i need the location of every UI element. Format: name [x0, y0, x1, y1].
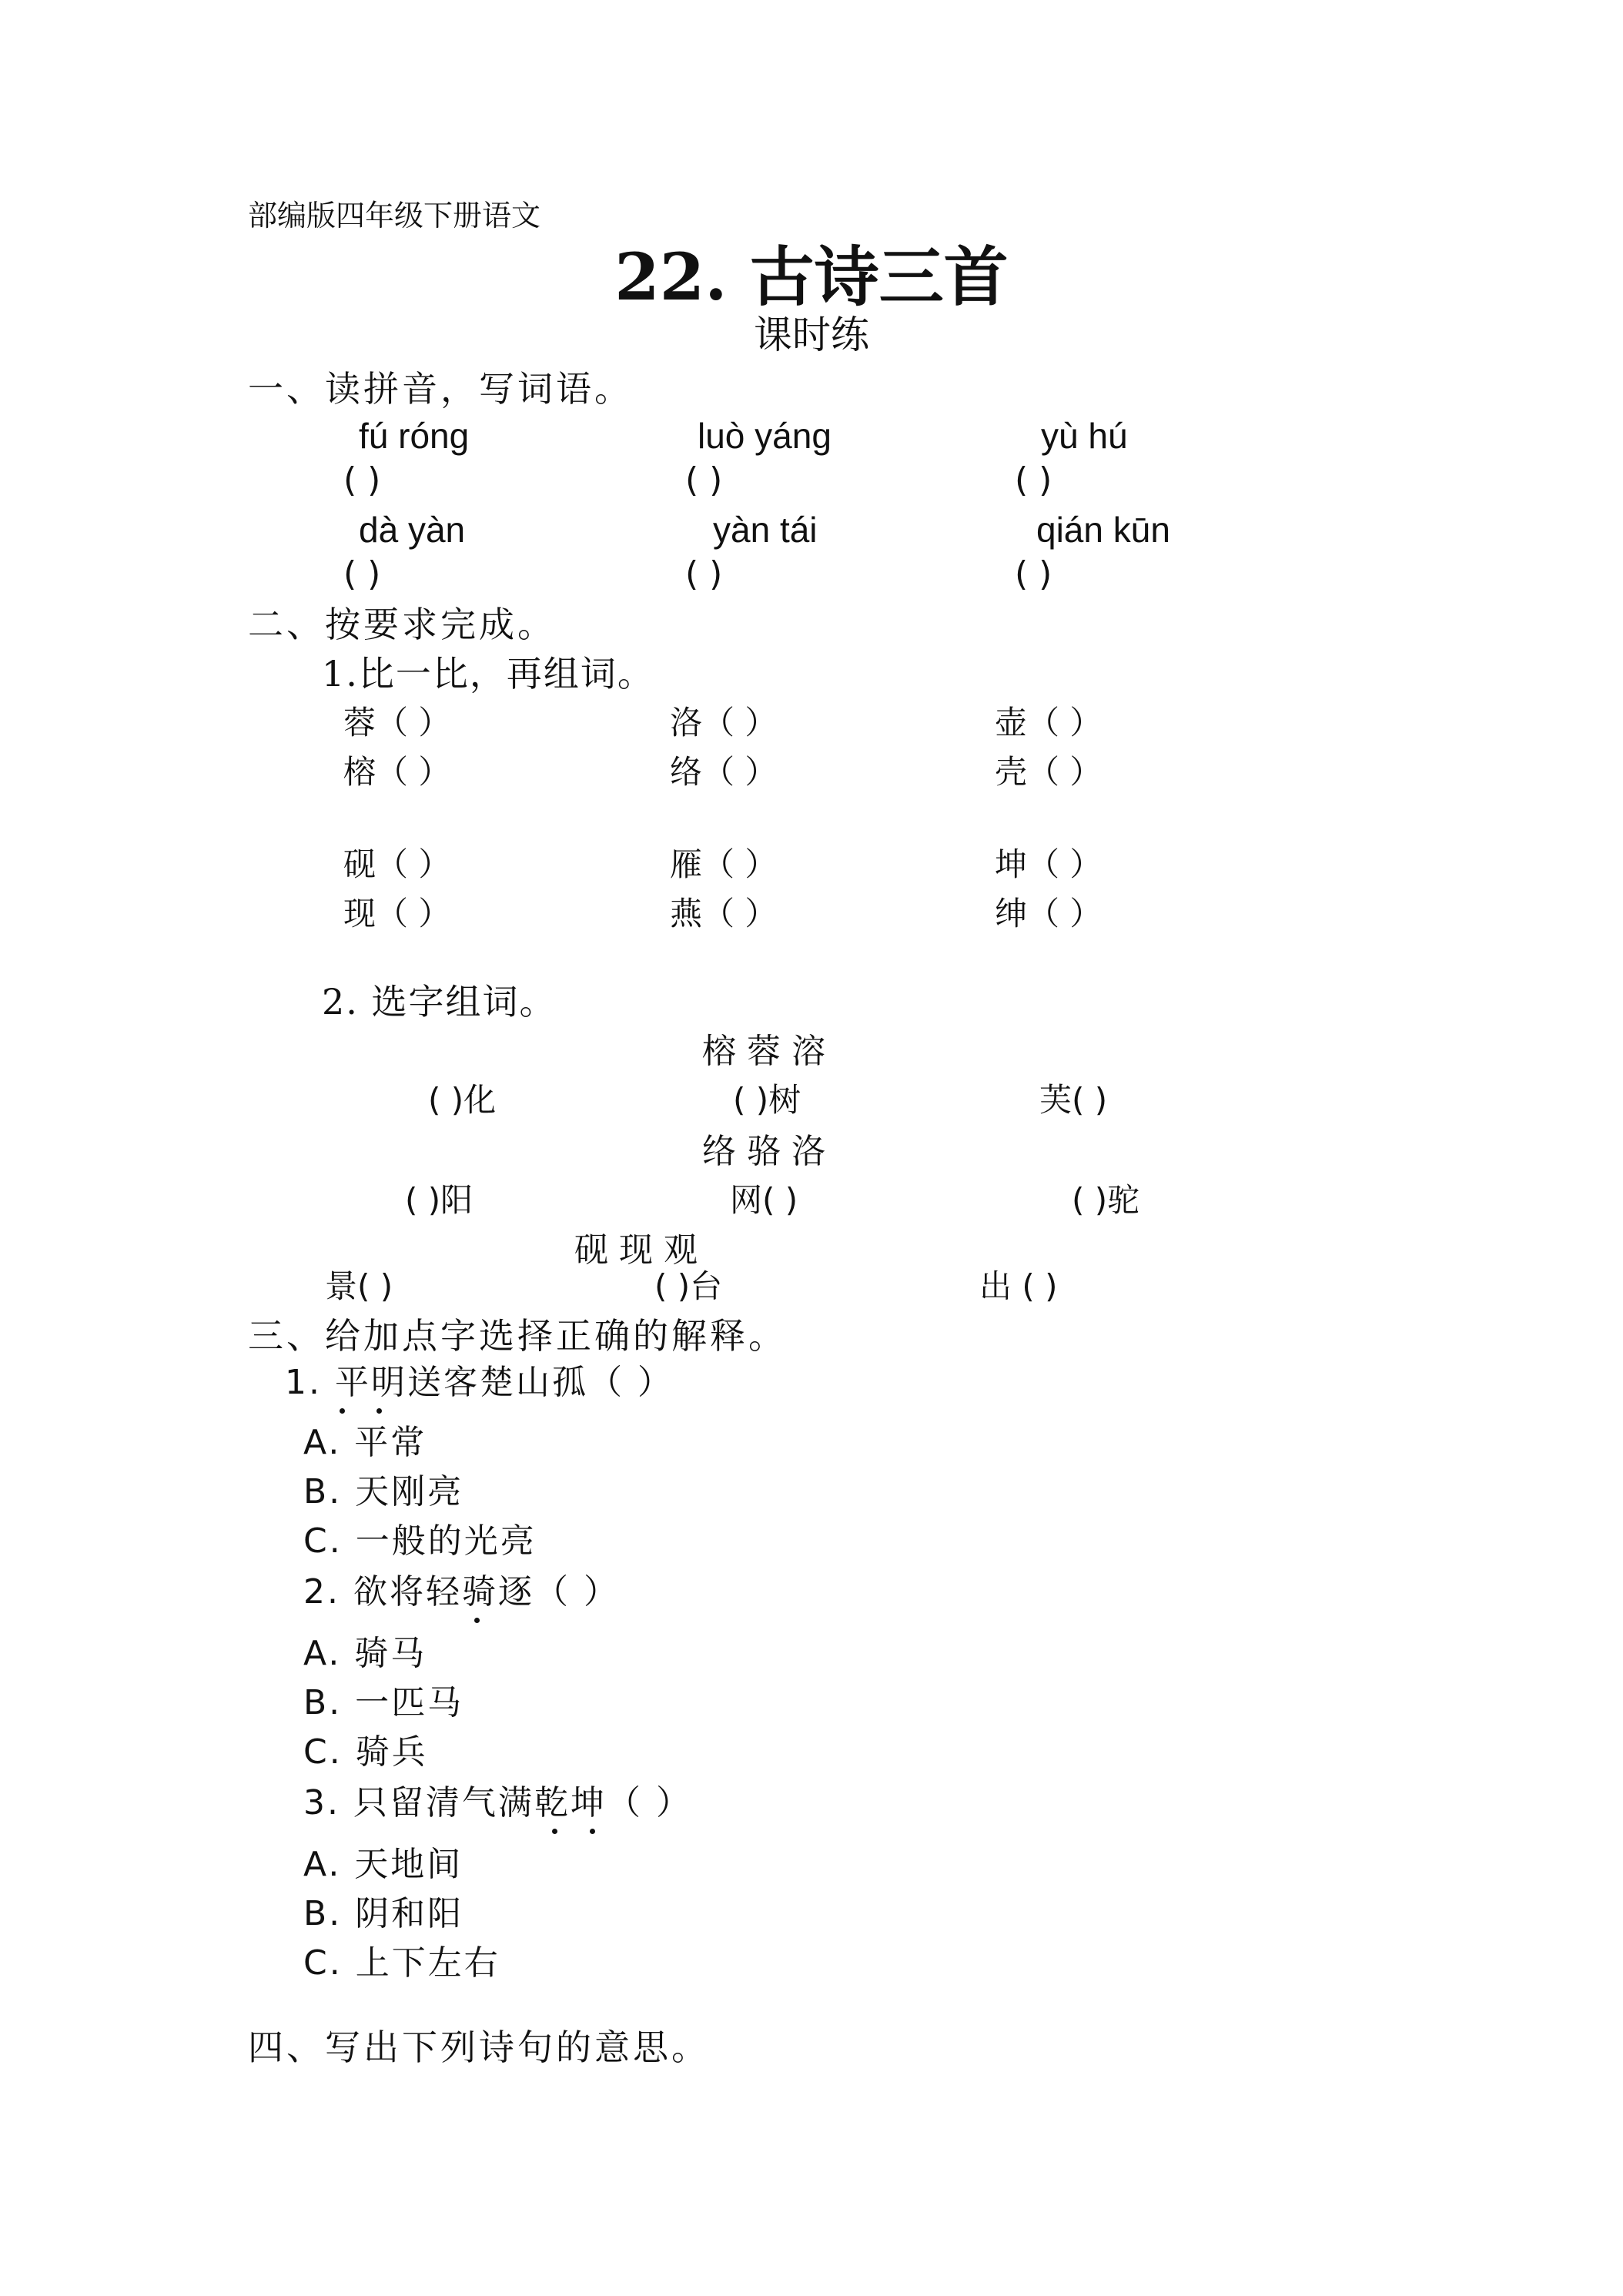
compare-cell[interactable]: 络（ ）	[670, 753, 778, 791]
page-subtitle: 课时练	[754, 313, 869, 356]
fill-item[interactable]: ( )阳	[405, 1181, 474, 1219]
option[interactable]: B. 阴和阳	[303, 1894, 464, 1933]
fill-item[interactable]: 景( )	[325, 1267, 393, 1305]
emphasis-dot	[552, 1829, 557, 1834]
answer-blank[interactable]: ( )	[1015, 460, 1052, 500]
compare-cell[interactable]: 榕（ ）	[343, 753, 451, 791]
option[interactable]: C. 骑兵	[303, 1732, 428, 1772]
answer-blank[interactable]: ( )	[343, 554, 381, 594]
emphasis-dot	[474, 1618, 480, 1623]
option[interactable]: C. 一般的光亮	[303, 1521, 537, 1561]
q1-label: 1.比一比，再组词。	[322, 653, 654, 694]
fill-item[interactable]: 网( )	[730, 1181, 798, 1219]
option[interactable]: A. 平常	[303, 1423, 427, 1462]
fill-item[interactable]: 出 ( )	[979, 1267, 1058, 1305]
answer-blank[interactable]: ( )	[685, 554, 723, 594]
compare-cell[interactable]: 砚（ ）	[343, 845, 451, 883]
q2-label: 2. 选字组词。	[322, 981, 557, 1022]
pinyin-yuhu: yù hú	[1041, 416, 1128, 456]
section3-heading: 三、给加点字选择正确的解释。	[248, 1315, 787, 1357]
emphasis-dot	[376, 1408, 382, 1414]
fill-item[interactable]: ( )台	[654, 1267, 723, 1305]
question-stem: 2. 欲将轻骑逐（ ）	[303, 1572, 620, 1612]
char-pool: 榕 蓉 溶	[702, 1032, 825, 1071]
textbook-label: 部编版四年级下册语文	[248, 200, 541, 233]
option[interactable]: C. 上下左右	[303, 1943, 500, 1983]
pinyin-qiankun: qián kūn	[1036, 510, 1170, 550]
option[interactable]: B. 一匹马	[303, 1683, 464, 1722]
pinyin-furong: fú róng	[359, 416, 470, 456]
char-pool: 砚 现 观	[574, 1230, 698, 1270]
pinyin-dayan: dà yàn	[359, 510, 466, 550]
char-pool: 络 骆 洛	[702, 1132, 825, 1171]
compare-cell[interactable]: 绅（ ）	[995, 895, 1103, 932]
compare-cell[interactable]: 坤（ ）	[995, 845, 1103, 883]
compare-cell[interactable]: 燕（ ）	[670, 895, 778, 932]
section1-heading: 一、读拼音，写词语。	[248, 368, 633, 410]
page-title: 22. 古诗三首	[614, 239, 1009, 315]
section4-heading: 四、写出下列诗句的意思。	[248, 2027, 710, 2068]
option[interactable]: A. 骑马	[303, 1634, 427, 1673]
compare-cell[interactable]: 蓉（ ）	[343, 704, 451, 741]
answer-blank[interactable]: ( )	[685, 460, 723, 500]
fill-item[interactable]: ( )化	[428, 1081, 497, 1119]
compare-cell[interactable]: 壳（ ）	[995, 753, 1103, 791]
emphasis-dot	[590, 1829, 595, 1834]
fill-item[interactable]: 芙( )	[1039, 1081, 1108, 1119]
question-stem: 1. 平明送客楚山孤（ ）	[285, 1363, 674, 1402]
option[interactable]: B. 天刚亮	[303, 1472, 464, 1511]
pinyin-yantai: yàn tái	[713, 510, 818, 550]
section2-heading: 二、按要求完成。	[248, 604, 556, 645]
compare-cell[interactable]: 洛（ ）	[670, 704, 778, 741]
question-stem: 3. 只留清气满乾坤（ ）	[303, 1783, 692, 1822]
answer-blank[interactable]: ( )	[1015, 554, 1052, 594]
compare-cell[interactable]: 雁（ ）	[670, 845, 778, 883]
fill-item[interactable]: ( )驼	[1072, 1181, 1140, 1219]
option[interactable]: A. 天地间	[303, 1845, 463, 1884]
fill-item[interactable]: ( )树	[733, 1081, 801, 1119]
emphasis-dot	[340, 1408, 345, 1414]
compare-cell[interactable]: 现（ ）	[343, 895, 451, 932]
answer-blank[interactable]: ( )	[343, 460, 381, 500]
pinyin-luoyang: luò yáng	[698, 416, 832, 456]
compare-cell[interactable]: 壶（ ）	[995, 704, 1103, 741]
